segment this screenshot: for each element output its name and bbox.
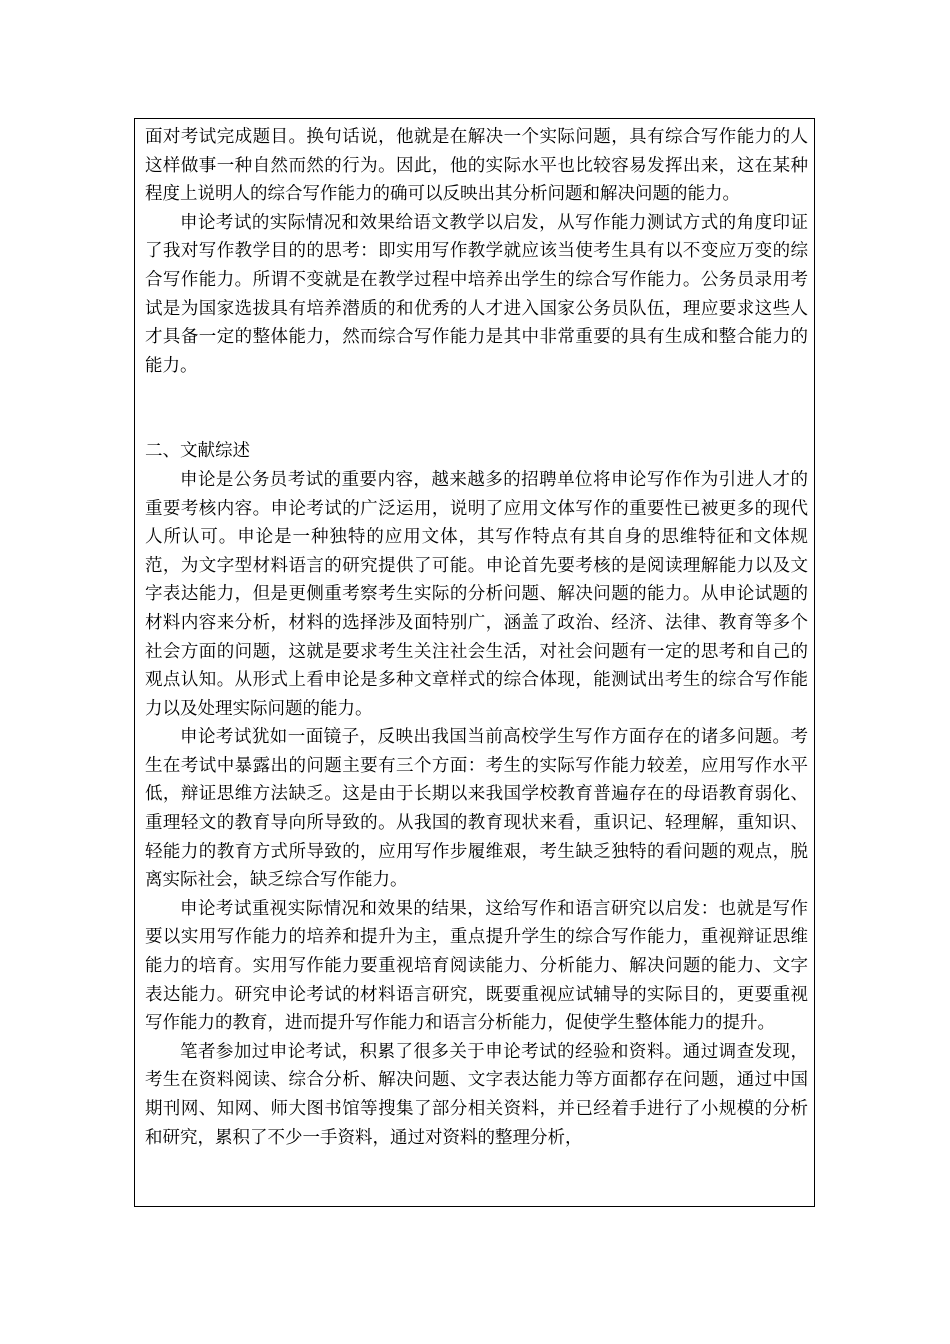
document-frame (134, 118, 815, 1207)
paragraph: 申论考试犹如一面镜子，反映出我国当前高校学生写作方面存在的诸多问题。考生在考试中暴露出的问题主要有三个方面：考生的实际写作能力较差，应用写作水平低，辩证思维方法缺乏。这是由于长期以来我国学校教育普遍存在的母语教育弱化、重理轻文的教育导向所导致的。从我国的教育现状来看，重识记、轻理解，重知识、轻能力的教育方式所导致的，应用写作步履维艰，考生缺乏独特的看问题的观点，脱离实际社会，缺乏综合写作能力。 (145, 727, 808, 891)
paragraph: 笔者参加过申论考试，积累了很多关于申论考试的经验和资料。通过调查发现，考生在资料阅读、综合分析、解决问题、文字表达能力等方面都存在问题，通过中国期刊网、知网、师大图书馆等搜集了部分相关资料，并已经着手进行了小规模的分析和研究，累积了不少一手资料，通过对资料的整理分析， (145, 1041, 808, 1148)
paragraph: 申论考试重视实际情况和效果的结果，这给写作和语言研究以启发：也就是写作要以实用写作能力的培养和提升为主，重点提升学生的综合写作能力，重视辩证思维能力的培育。实用写作能力要重视培育阅读能力、分析能力、解决问题的能力、文字表达能力。研究申论考试的材料语言研究，既要重视应试辅导的实际目的，更要重视写作能力的教育，进而提升写作能力和语言分析能力，促使学生整体能力的提升。 (145, 898, 808, 1034)
document-body (145, 123, 808, 1152)
paragraph: 申论考试的实际情况和效果给语文教学以启发，从写作能力测试方式的角度印证了我对写作教学目的的思考：即实用写作教学就应该当使考生具有以不变应万变的综合写作能力。所谓不变就是在教学过程中培养出学生的综合写作能力。公务员录用考试是为国家选拔具有培养潜质的和优秀的人才进入国家公务员队伍，理应要求这些人才具备一定的整体能力，然而综合写作能力是其中非常重要的具有生成和整合能力的能力。 (145, 212, 808, 376)
section-spacer (145, 380, 808, 437)
section-heading: 二、文献综述 (145, 441, 250, 462)
paragraph: 申论是公务员考试的重要内容，越来越多的招聘单位将申论写作作为引进人才的重要考核内容。申论考试的广泛运用，说明了应用文体写作的重要性已被更多的现代人所认可。申论是一种独特的应用文体，其写作特点有其自身的思维特征和文体规范，为文字型材料语言的研究提供了可能。申论首先要考核的是阅读理解能力以及文字表达能力，但是更侧重考察考生实际的分析问题、解决问题的能力。从申论试题的材料内容来分析，材料的选择涉及面特别广，涵盖了政治、经济、法律、教育等多个社会方面的问题，这就是要求考生关注社会生活，对社会问题有一定的思考和自己的观点认知。从形式上看申论是多种文章样式的综合体现，能测试出考生的综合写作能力以及处理实际问题的能力。 (145, 469, 808, 719)
paragraph-continued: 面对考试完成题目。换句话说，他就是在解决一个实际问题，具有综合写作能力的人这样做事一种自然而然的行为。因此，他的实际水平也比较容易发挥出来，这在某种程度上说明人的综合写作能力的确可以反映出其分析问题和解决问题的能力。 (145, 127, 808, 205)
